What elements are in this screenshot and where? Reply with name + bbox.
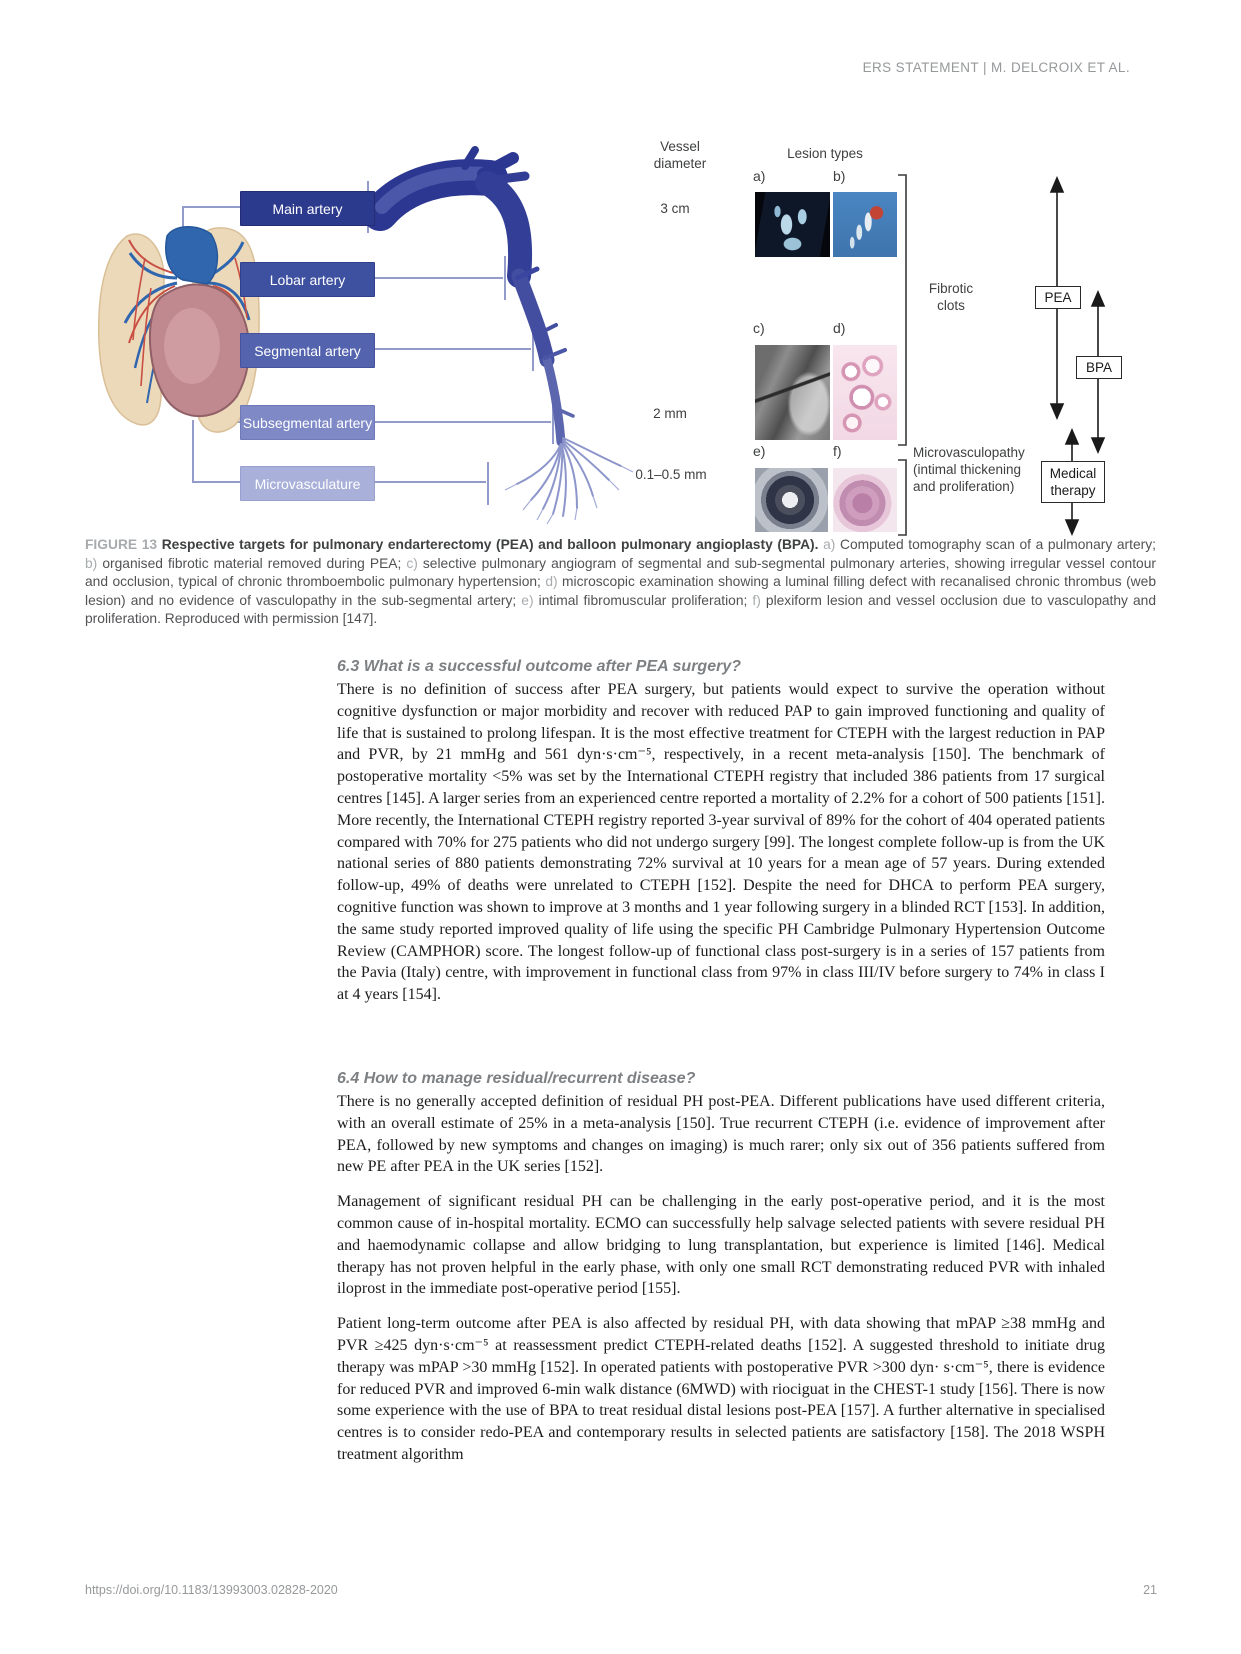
running-header: ERS STATEMENT | M. DELCROIX ET AL. (862, 60, 1130, 75)
section-6-3-heading: 6.3 What is a successful outcome after PEA surgery? (337, 658, 741, 675)
doi-link[interactable]: https://doi.org/10.1183/13993003.02828-2020 (85, 1583, 338, 1597)
fibrotic-clots-label: Fibrotic clots (928, 281, 974, 313)
caption-key-a: a) (823, 537, 836, 552)
diameter-3cm: 3 cm (660, 201, 690, 216)
panel-b-label: b) (833, 168, 846, 184)
caption-key-d: d) (545, 574, 558, 590)
caption-text-e: intimal fibromuscular proliferation; (538, 592, 748, 608)
section-6-4-paragraph-2: Management of significant residual PH can be challenging in the early post-operative period, and it is the most common cause of in-hospital mortality. ECMO can successfully help salvage selected patients with severe residual PH and haemodynamic collapse and allow bridging to lung transplantation, but experience is limited [146]. Medical therapy has not proven helpful in the early phase, with only one small RCT demonstrating reduced PVR with inhaled iloprost in the immediate post-operative period [155]. (337, 1193, 1105, 1298)
figure-caption (85, 536, 1156, 629)
lung-heart-illustration (99, 227, 259, 432)
panel-e-microscopy-image (755, 468, 828, 532)
figure-number-label: FIGURE 13 (85, 537, 158, 552)
caption-key-e: e) (521, 592, 534, 608)
artery-box-lobar-label: Lobar artery (269, 271, 346, 288)
section-6-3-paragraph: There is no definition of success after PEA surgery, but patients would expect to survive the operation without cognitive dysfunction or major morbidity and recover with reduced PAP to gain improved functioning and quality of life that is sustained to prolong lifespan. It is the most effective treatment for CTEPH with the largest reduction in PAP and PVR, by 21 mmHg and 561 dyn·s·cm⁻⁵, respectively, in a recent meta-analysis [150]. The benchmark of postoperative mortality <5% was set by the International CTEPH registry that included 386 patients from 17 surgical centres [145]. A larger series from an experienced centre reported a mortality of 2.2% for a cohort of 500 patients [151]. More recently, the International CTEPH registry reported 3-year survival of 89% for the cohort of 404 operated patients compared with 70% for 275 patients who did not undergo surgery [99]. The longest complete follow-up is from the UK national series of 880 patients demonstrating 72% survival at 10 years for a mean age of 57 years. During extended follow-up, 49% of deaths were unrelated to CTEPH [152]. Despite the need for DHCA to perform PEA surgery, cognitive function was shown to improve at 3 months and 1 year following surgery in a blinded RCT [153]. In addition, the same study reported improved quality of life using the specific PH Cambridge Pulmonary Hypertension Outcome Review (CAMPHOR) score. The longest follow-up of functional class post-surgery is in a series of 157 patients from the Pavia (Italy) centre, with improvement in functional class from 97% in class III/IV before surgery to 74% in class I at 4 years [154]. (337, 681, 1105, 1004)
vessel-diameter-title: Vessel diameter (653, 139, 707, 171)
microvascular-twigs (505, 466, 633, 524)
panel-a-ct-image (755, 192, 830, 257)
artery-box-subsegmental-label: Subsegmental artery (242, 414, 373, 431)
panel-f-microscopy-image (833, 468, 897, 532)
lesion-types-title: Lesion types (787, 146, 863, 161)
diameter-0105mm: 0.1–0.5 mm (635, 467, 707, 482)
fibrotic-clots-bracket (898, 175, 906, 445)
medical-therapy-box: Medical therapy (1041, 461, 1105, 503)
artery-box-main-label: Main artery (272, 200, 343, 217)
microvasculopathy-label: Microvasculopathy (intimal thickening and proliferation) (913, 445, 1025, 494)
caption-key-c: c) (406, 555, 418, 571)
panel-f-label: f) (833, 443, 842, 459)
diameter-2mm: 2 mm (653, 406, 687, 421)
panel-d-histology-image (833, 345, 897, 440)
page-number: 21 (1143, 1583, 1157, 1597)
panel-d-label: d) (833, 320, 846, 336)
section-6-4 (337, 1070, 1105, 1479)
panel-e-label: e) (753, 443, 766, 459)
artery-box-microvasculature (240, 466, 375, 501)
artery-box-segmental (240, 333, 375, 368)
artery-box-segmental-label: Segmental artery (254, 342, 361, 359)
artery-box-subsegmental (240, 405, 375, 440)
panel-a-label: a) (753, 168, 766, 184)
microvascular-tuft (517, 438, 621, 516)
bpa-treatment-box: BPA (1076, 356, 1122, 379)
caption-key-f: f) (752, 592, 761, 608)
panel-b-specimen-image (833, 192, 897, 257)
section-6-3 (337, 658, 1105, 1019)
pea-treatment-box: PEA (1035, 286, 1081, 309)
figure-13 (85, 128, 1160, 540)
artery-box-lobar (240, 262, 375, 297)
caption-text-b: organised fibrotic material removed during PEA; (102, 555, 402, 571)
caption-key-b: b) (85, 555, 98, 571)
caption-intro: Respective targets for pulmonary endarterectomy (PEA) and balloon pulmonary angioplasty (BPA). (161, 537, 819, 552)
section-6-4-paragraph-1: There is no generally accepted definition of residual PH post-PEA. Different publications have used different criteria, with an overall estimate of 25% in a meta-analysis [150]. True recurrent CTEPH (i.e. evidence of improvement after PEA, followed by new symptoms and changes on imaging) is much rarer; only six out of 356 patients suffered from new PE after PEA in the UK series [152]. (337, 1093, 1105, 1176)
artery-box-microvasculature-label: Microvasculature (254, 475, 361, 492)
caption-text-d: microscopic examination showing a luminal filling defect with recanalised chronic thrombus (web lesion) and no evidence of vasculopathy in the sub-segmental artery; (85, 574, 1156, 608)
panel-c-angiogram-image (755, 345, 830, 440)
caption-text-c: selective pulmonary angiogram of segmental and sub-segmental pulmonary arteries, showing irregular vessel contour and occlusion, typical of chronic thromboembolic pulmonary hypertension; (85, 555, 1156, 590)
caption-text-a: Computed tomography scan of a pulmonary artery; (840, 537, 1156, 552)
artery-box-main (240, 191, 375, 226)
caption-text-f: plexiform lesion and vessel occlusion due to vasculopathy and proliferation. Reproduced with permission [147]. (85, 592, 1157, 627)
artery-tree (380, 150, 573, 442)
panel-c-label: c) (753, 320, 765, 336)
microvasculopathy-bracket (898, 460, 906, 535)
section-6-4-paragraph-3: Patient long-term outcome after PEA is also affected by residual PH, with data showing that mPAP ≥38 mmHg and PVR ≥425 dyn·s·cm⁻⁵ at reassessment predict CTEPH-related deaths [152]. A suggested threshold to initiate drug therapy was mPAP >30 mmHg [152]. In operated patients with postoperative PVR >300 dyn· s·cm⁻⁵, there is evidence for reduced PVR and improved 6-min walk distance (6MWD) with riociguat in the CHEST-1 study [156]. There is now some experience with the use of BPA to treat residual distal lesions post-PEA [157]. A further alternative in specialised centres is to consider redo-PEA and contemporary results in selected patients are satisfactory [158]. The 2018 WSPH treatment algorithm (337, 1315, 1105, 1463)
section-6-4-heading: 6.4 How to manage residual/recurrent disease? (337, 1070, 696, 1087)
